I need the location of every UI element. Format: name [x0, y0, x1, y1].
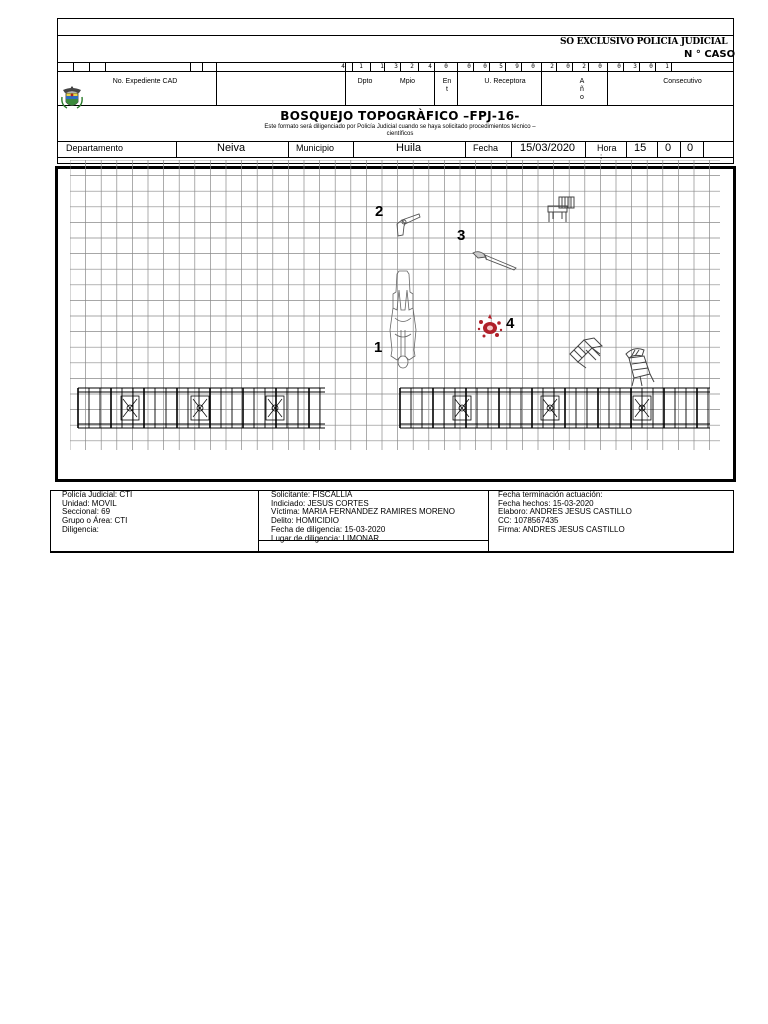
document-title: BOSQUEJO TOPOGRÀFICO –FPJ-16-	[280, 109, 520, 123]
footer-divider	[258, 540, 488, 541]
case-digit: 0	[531, 63, 535, 70]
case-digit: 1	[665, 63, 669, 70]
footer-line: Indiciado: JESUS CORTES	[271, 498, 369, 508]
case-digit: 2	[550, 63, 554, 70]
second-value: 0	[687, 142, 694, 154]
footer-line: Delito: HOMICIDIO	[271, 516, 340, 526]
cell-border	[556, 62, 557, 71]
cell-border	[521, 62, 522, 71]
document-subtitle: Este formato será diligenciado por Policía Judicial cuando se haya solicitado procedimientos técnico –	[264, 124, 536, 130]
cell-border	[73, 62, 74, 71]
cell-border	[465, 141, 466, 158]
case-label: N ° CASO	[684, 49, 736, 60]
cell-border	[434, 62, 435, 105]
iron-fence-icon	[541, 396, 559, 420]
cell-border	[680, 141, 681, 158]
cell-border	[89, 62, 90, 71]
cell-border	[489, 62, 490, 71]
document-subtitle: científicos	[386, 131, 414, 137]
cell-border	[105, 62, 106, 71]
anio-label: ñ	[580, 86, 584, 93]
hora-value: 15	[634, 142, 647, 154]
evidence-marker-4: 4	[506, 315, 515, 332]
police-crest-icon	[59, 85, 85, 111]
case-digit: 0	[444, 63, 448, 70]
receptora-label: U. Receptora	[484, 78, 526, 85]
chair-icon	[566, 334, 606, 370]
ent-label: t	[446, 86, 448, 93]
expediente-label: No. Expediente CAD	[112, 78, 178, 85]
hora-separator: :	[600, 152, 603, 161]
fecha-value: 15/03/2020	[520, 142, 576, 154]
case-digit: 1	[380, 63, 384, 70]
footer-divider	[488, 490, 489, 553]
hora-label: Hora	[597, 143, 617, 153]
consecutivo-label: Consecutivo	[663, 78, 702, 85]
knife-icon	[470, 248, 520, 272]
cell-border	[572, 62, 573, 71]
footer-line: Policía Judicial: CTI	[62, 490, 133, 499]
case-digit: 9	[515, 63, 519, 70]
footer-line: Víctima: MARIA FERNANDEZ RAMIRES MORENO	[271, 507, 456, 517]
cell-border	[639, 62, 640, 71]
footer-line: Diligencia:	[62, 524, 99, 534]
mpio-label: Mpio	[399, 78, 416, 85]
cell-border	[202, 62, 203, 71]
footer-line: Elaboro: ANDRES JESUS CASTILLO	[498, 507, 632, 517]
footer-line: Unidad: MOVIL	[62, 498, 117, 508]
cell-border	[671, 62, 672, 71]
cell-border	[607, 62, 608, 105]
case-digit: 4	[341, 63, 345, 70]
footer-col-case	[271, 491, 455, 543]
iron-fence-icon	[266, 396, 284, 420]
cell-border	[400, 62, 401, 71]
iron-fence-icon	[191, 396, 209, 420]
case-digit: 0	[598, 63, 602, 70]
cell-border	[353, 141, 354, 158]
cell-border	[384, 62, 385, 71]
case-digit: 2	[410, 63, 414, 70]
cell-border	[473, 62, 474, 71]
footer-line: Firma: ANDRES JESUS CASTILLO	[498, 524, 625, 534]
cell-border	[588, 62, 589, 71]
revolver-icon	[392, 210, 422, 240]
footer-line: Fecha hechos: 15-03-2020	[498, 498, 594, 508]
cell-border	[585, 141, 586, 158]
dpto-label: Dpto	[357, 78, 373, 85]
evidence-marker-2: 2	[375, 203, 384, 220]
case-digit: 3	[633, 63, 637, 70]
footer-line: CC: 1078567435	[498, 516, 559, 526]
row-border	[57, 157, 734, 158]
footer-col-closure	[498, 491, 632, 535]
footer-line: Solicitante: FISCALLIA	[271, 490, 353, 499]
cell-border	[505, 62, 506, 71]
blood-stain-icon	[475, 314, 505, 342]
cell-border	[703, 141, 704, 158]
evidence-marker-1: 1	[374, 339, 383, 356]
ent-label: En	[442, 78, 452, 85]
exclusive-line: SO EXCLUSIVO POLICIA JUDICIAL	[560, 37, 728, 47]
evidence-marker-3: 3	[457, 227, 466, 244]
body-outline-icon	[383, 270, 423, 370]
case-digit: 1	[359, 63, 363, 70]
cell-border	[457, 62, 458, 105]
fecha-label: Fecha	[473, 143, 499, 153]
footer-line: Seccional: 69	[62, 507, 111, 517]
header-divider	[57, 105, 734, 106]
header-divider	[57, 35, 734, 36]
footer-line: Fecha terminación actuación:	[498, 490, 603, 499]
case-digit: 2	[582, 63, 586, 70]
cell-border	[626, 141, 627, 158]
cell-border	[190, 62, 191, 71]
case-digit: 0	[649, 63, 653, 70]
header-divider	[57, 71, 734, 72]
footer-line: Lugar de diligencia: LIMONAR	[271, 533, 380, 543]
case-digit: 3	[394, 63, 398, 70]
footer-line: Fecha de diligencia: 15-03-2020	[271, 524, 386, 534]
anio-label: A	[579, 78, 585, 85]
footer-line: Grupo o Área: CTI	[62, 516, 128, 526]
departamento-label: Departamento	[66, 143, 124, 153]
cell-border	[623, 62, 624, 71]
footer-col-agency	[62, 491, 132, 535]
cell-border	[418, 62, 419, 71]
iron-fence-icon	[121, 396, 139, 420]
anio-label: o	[580, 94, 584, 101]
case-digit: 0	[566, 63, 570, 70]
cell-border	[657, 141, 658, 158]
cell-border	[216, 62, 217, 105]
municipio-label: Municipio	[296, 143, 335, 153]
cell-border	[352, 62, 353, 71]
cell-border	[176, 141, 177, 158]
cell-border	[541, 62, 542, 105]
iron-fence-icon	[453, 396, 471, 420]
case-digit: 0	[483, 63, 487, 70]
chair-icon	[620, 344, 658, 390]
minute-value: 0	[665, 142, 672, 154]
departamento-value: Neiva	[217, 142, 246, 154]
cell-border	[655, 62, 656, 71]
case-digit: 0	[617, 63, 621, 70]
cell-border	[511, 141, 512, 158]
case-digit: 5	[499, 63, 503, 70]
cell-border	[288, 141, 289, 158]
case-digit: 4	[428, 63, 432, 70]
municipio-value: Huila	[396, 142, 422, 154]
chair-icon	[545, 194, 577, 226]
case-digit: 0	[467, 63, 471, 70]
cell-border	[370, 62, 371, 71]
footer-divider	[258, 490, 259, 553]
